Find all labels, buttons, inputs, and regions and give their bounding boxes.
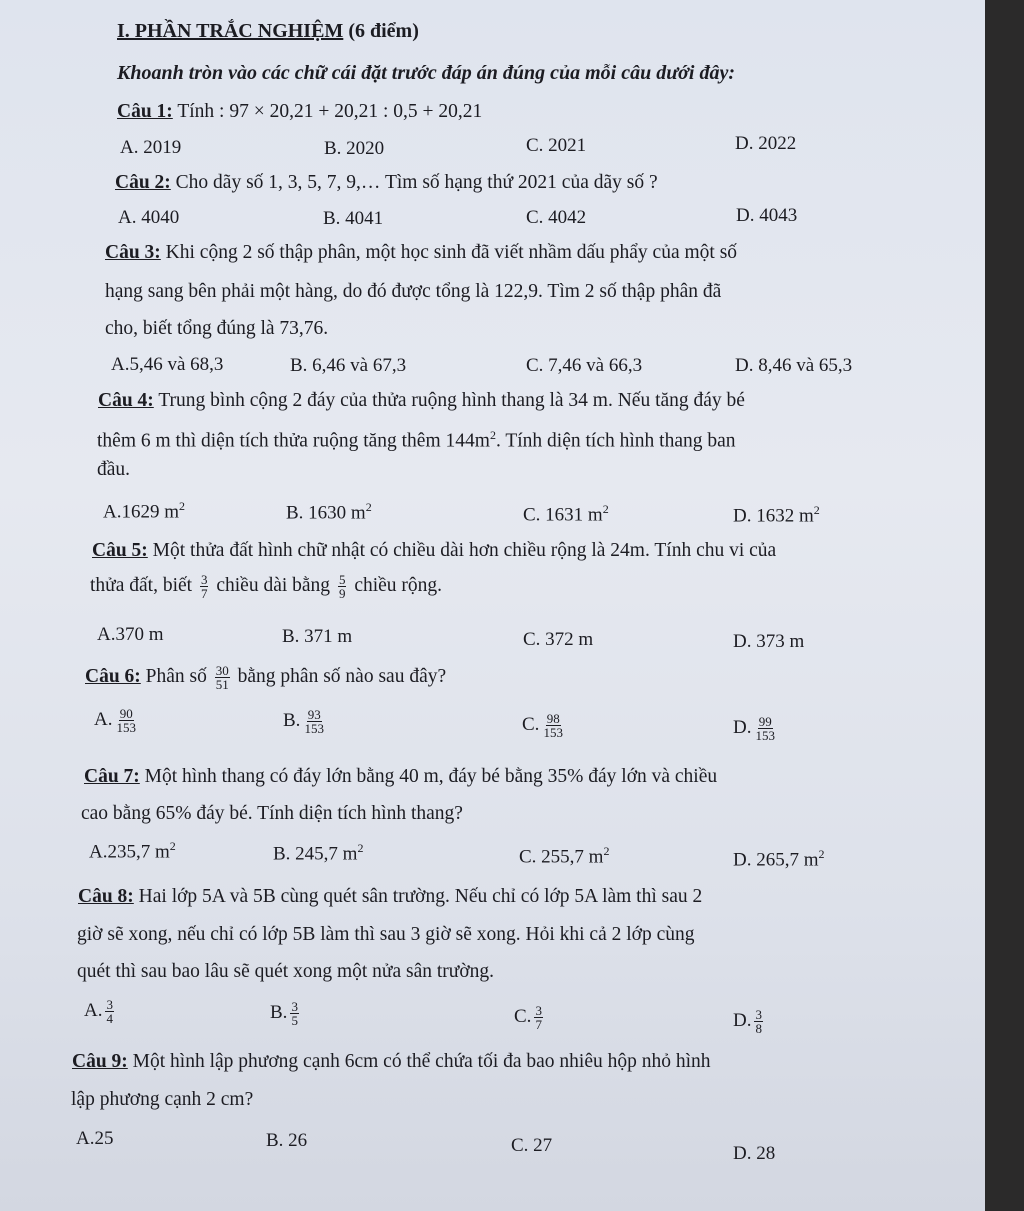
option-letter: B. xyxy=(283,709,301,731)
question-7 xyxy=(84,766,717,788)
question-label: Câu 5: xyxy=(92,540,148,561)
q8-option-a[interactable] xyxy=(84,998,117,1025)
numerator: 3 xyxy=(106,997,113,1012)
q2-option-a[interactable]: A. 4040 xyxy=(118,207,180,228)
superscript: 2 xyxy=(169,839,176,853)
superscript: 2 xyxy=(357,841,364,855)
denominator: 9 xyxy=(338,586,346,601)
denominator: 7 xyxy=(200,586,208,601)
q3-option-a[interactable]: A.5,46 và 68,3 xyxy=(111,354,224,375)
option-letter: A. xyxy=(94,708,113,730)
q8-option-c[interactable] xyxy=(514,1004,546,1031)
option-letter: D. xyxy=(733,716,752,738)
q4-option-d[interactable] xyxy=(733,503,820,527)
denominator: 153 xyxy=(543,725,563,740)
q9-option-d[interactable]: D. 28 xyxy=(733,1143,776,1164)
numerator: 3 xyxy=(755,1007,762,1022)
question-label: Câu 7: xyxy=(84,766,140,787)
option-letter: A. xyxy=(84,999,103,1021)
question-text: Khi cộng 2 số thập phân, một học sinh đã viết nhầm dấu phẩy của một số xyxy=(165,242,738,263)
question-8 xyxy=(78,886,702,908)
denominator: 153 xyxy=(116,720,136,735)
question-text: Hai lớp 5A và 5B cùng quét sân trường. Nếu chỉ có lớp 5A làm thì sau 2 xyxy=(138,886,703,907)
option-text: B. 1630 m xyxy=(286,502,366,524)
q7-option-d[interactable] xyxy=(733,847,825,871)
option-text: C. 1631 m xyxy=(523,504,603,526)
question-label: Câu 4: xyxy=(98,390,154,411)
question-text: Tính : 97 × 20,21 + 20,21 : 0,5 + 20,21 xyxy=(177,101,483,122)
option-text: D. 1632 m xyxy=(733,505,814,527)
question-6 xyxy=(85,664,446,691)
denominator: 5 xyxy=(291,1013,298,1028)
question-5-line-2 xyxy=(90,573,442,600)
question-4 xyxy=(98,390,745,412)
fraction xyxy=(754,715,776,742)
question-label: Câu 8: xyxy=(78,886,134,907)
question-text: Phân số xyxy=(145,665,207,687)
question-label: Câu 3: xyxy=(105,242,161,263)
numerator: 98 xyxy=(546,711,560,726)
fraction xyxy=(542,712,564,739)
question-3-line-2: hạng sang bên phải một hàng, do đó được tổng là 122,9. Tìm 2 số thập phân đã xyxy=(105,281,722,302)
q5-option-b[interactable]: B. 371 m xyxy=(282,626,353,647)
option-letter: C. xyxy=(522,713,540,735)
question-text: chiều rộng. xyxy=(354,574,443,596)
q9-option-c[interactable]: C. 27 xyxy=(511,1135,553,1156)
question-label: Câu 6: xyxy=(85,665,141,687)
question-9-line-2: lập phương cạnh 2 cm? xyxy=(71,1089,254,1110)
fraction xyxy=(215,664,230,691)
question-5 xyxy=(92,540,776,562)
numerator: 30 xyxy=(215,663,229,678)
option-letter: D. xyxy=(733,1009,752,1031)
fraction xyxy=(754,1008,763,1035)
question-8-line-3: quét thì sau bao lâu sẽ quét xong một nửa sân trường. xyxy=(77,961,495,982)
option-text: B. 245,7 m xyxy=(273,843,358,865)
q9-option-a[interactable]: A.25 xyxy=(76,1128,114,1149)
question-text: bằng phân số nào sau đây? xyxy=(237,665,447,687)
question-text: . Tính diện tích hình thang ban xyxy=(495,430,736,452)
question-text: Một hình lập phương cạnh 6cm có thể chứa tối đa bao nhiêu hộp nhỏ hình xyxy=(132,1051,711,1072)
denominator: 153 xyxy=(755,728,775,743)
question-text: thửa đất, biết xyxy=(90,574,193,596)
instruction: Khoanh tròn vào các chữ cái đặt trước đáp án đúng của mỗi câu dưới đây: xyxy=(117,62,735,84)
superscript: 2 xyxy=(818,847,825,861)
q9-option-b[interactable]: B. 26 xyxy=(266,1130,308,1151)
q1-option-c[interactable]: C. 2021 xyxy=(526,135,587,156)
question-4-line-3: đầu. xyxy=(97,459,131,480)
numerator: 3 xyxy=(291,999,298,1014)
question-7-line-2: cao bằng 65% đáy bé. Tính diện tích hình thang? xyxy=(81,803,463,824)
superscript: 2 xyxy=(813,503,820,517)
superscript: 2 xyxy=(603,844,610,858)
q6-option-c[interactable] xyxy=(522,712,567,739)
question-label: Câu 9: xyxy=(72,1051,128,1072)
question-text: Một hình thang có đáy lớn bằng 40 m, đáy bé bằng 35% đáy lớn và chiều xyxy=(144,766,718,787)
question-3-line-3: cho, biết tổng đúng là 73,76. xyxy=(105,318,329,339)
question-8-line-2: giờ sẽ xong, nếu chỉ có lớp 5B làm thì sau 3 giờ sẽ xong. Hỏi khi cả 2 lớp cùng xyxy=(77,924,695,945)
q6-option-b[interactable] xyxy=(283,708,328,735)
option-letter: B. xyxy=(270,1001,288,1023)
fraction xyxy=(200,573,209,600)
numerator: 99 xyxy=(758,714,772,729)
q7-option-b[interactable] xyxy=(273,841,363,865)
question-text: Trung bình cộng 2 đáy của thửa ruộng hình thang là 34 m. Nếu tăng đáy bé xyxy=(158,390,745,411)
option-text: A.1629 m xyxy=(103,501,179,523)
section-points: (6 điểm) xyxy=(348,20,419,42)
numerator: 3 xyxy=(200,572,208,587)
fraction xyxy=(290,1000,299,1027)
denominator: 51 xyxy=(215,677,229,692)
question-9 xyxy=(72,1051,711,1073)
q4-option-a[interactable] xyxy=(103,499,185,523)
fraction xyxy=(303,708,325,735)
fraction xyxy=(105,998,114,1025)
q2-option-b[interactable]: B. 4041 xyxy=(323,208,384,229)
q6-option-d[interactable] xyxy=(733,715,779,742)
q6-option-a[interactable] xyxy=(94,707,140,734)
section-title: I. PHẦN TRẮC NGHIỆM xyxy=(117,20,344,42)
superscript: 2 xyxy=(602,502,609,516)
numerator: 3 xyxy=(535,1003,542,1018)
superscript: 2 xyxy=(179,499,185,513)
option-text: D. 265,7 m xyxy=(733,849,819,871)
numerator: 5 xyxy=(338,572,346,587)
q4-option-c[interactable] xyxy=(523,502,609,526)
q5-option-c[interactable]: C. 372 m xyxy=(523,629,594,650)
q5-option-a[interactable]: A.370 m xyxy=(97,624,164,645)
question-label: Câu 2: xyxy=(115,172,171,193)
q8-option-d[interactable] xyxy=(733,1008,766,1035)
q3-option-c[interactable]: C. 7,46 và 66,3 xyxy=(526,355,643,376)
q4-option-b[interactable] xyxy=(286,500,372,524)
question-4-line-2 xyxy=(97,428,736,453)
fraction xyxy=(115,707,137,734)
q1-option-d[interactable]: D. 2022 xyxy=(735,133,797,154)
q5-option-d[interactable]: D. 373 m xyxy=(733,631,805,652)
question-text: thêm 6 m thì diện tích thửa ruộng tăng thêm 144m xyxy=(97,430,490,452)
q2-option-d[interactable]: D. 4043 xyxy=(736,205,798,226)
question-3 xyxy=(105,242,737,264)
numerator: 90 xyxy=(119,706,133,721)
superscript: 2 xyxy=(489,428,496,442)
denominator: 153 xyxy=(304,721,324,736)
denominator: 7 xyxy=(535,1017,542,1032)
q1-option-b[interactable]: B. 2020 xyxy=(324,138,385,159)
q8-option-b[interactable] xyxy=(270,1000,302,1027)
option-text: C. 255,7 m xyxy=(519,846,604,868)
question-1 xyxy=(117,101,482,123)
question-label: Câu 1: xyxy=(117,101,173,122)
option-text: A.235,7 m xyxy=(89,841,170,863)
q3-option-b[interactable]: B. 6,46 và 67,3 xyxy=(290,355,407,376)
q7-option-a[interactable] xyxy=(89,839,176,863)
q1-option-a[interactable]: A. 2019 xyxy=(120,137,182,158)
question-2 xyxy=(115,172,658,194)
numerator: 93 xyxy=(307,707,321,722)
q2-option-c[interactable]: C. 4042 xyxy=(526,207,587,228)
fraction xyxy=(534,1004,543,1031)
q7-option-c[interactable] xyxy=(519,844,609,868)
superscript: 2 xyxy=(365,500,372,514)
denominator: 8 xyxy=(755,1021,762,1036)
fraction xyxy=(338,573,347,600)
q3-option-d[interactable]: D. 8,46 và 65,3 xyxy=(735,355,853,376)
option-letter: C. xyxy=(514,1005,532,1027)
question-text: Cho dãy số 1, 3, 5, 7, 9,… Tìm số hạng thứ 2021 của dãy số ? xyxy=(175,172,658,193)
question-text: Một thửa đất hình chữ nhật có chiều dài hơn chiều rộng là 24m. Tính chu vi của xyxy=(152,540,777,561)
question-text: chiều dài bằng xyxy=(216,574,331,596)
section-heading xyxy=(117,20,419,43)
denominator: 4 xyxy=(106,1011,113,1026)
